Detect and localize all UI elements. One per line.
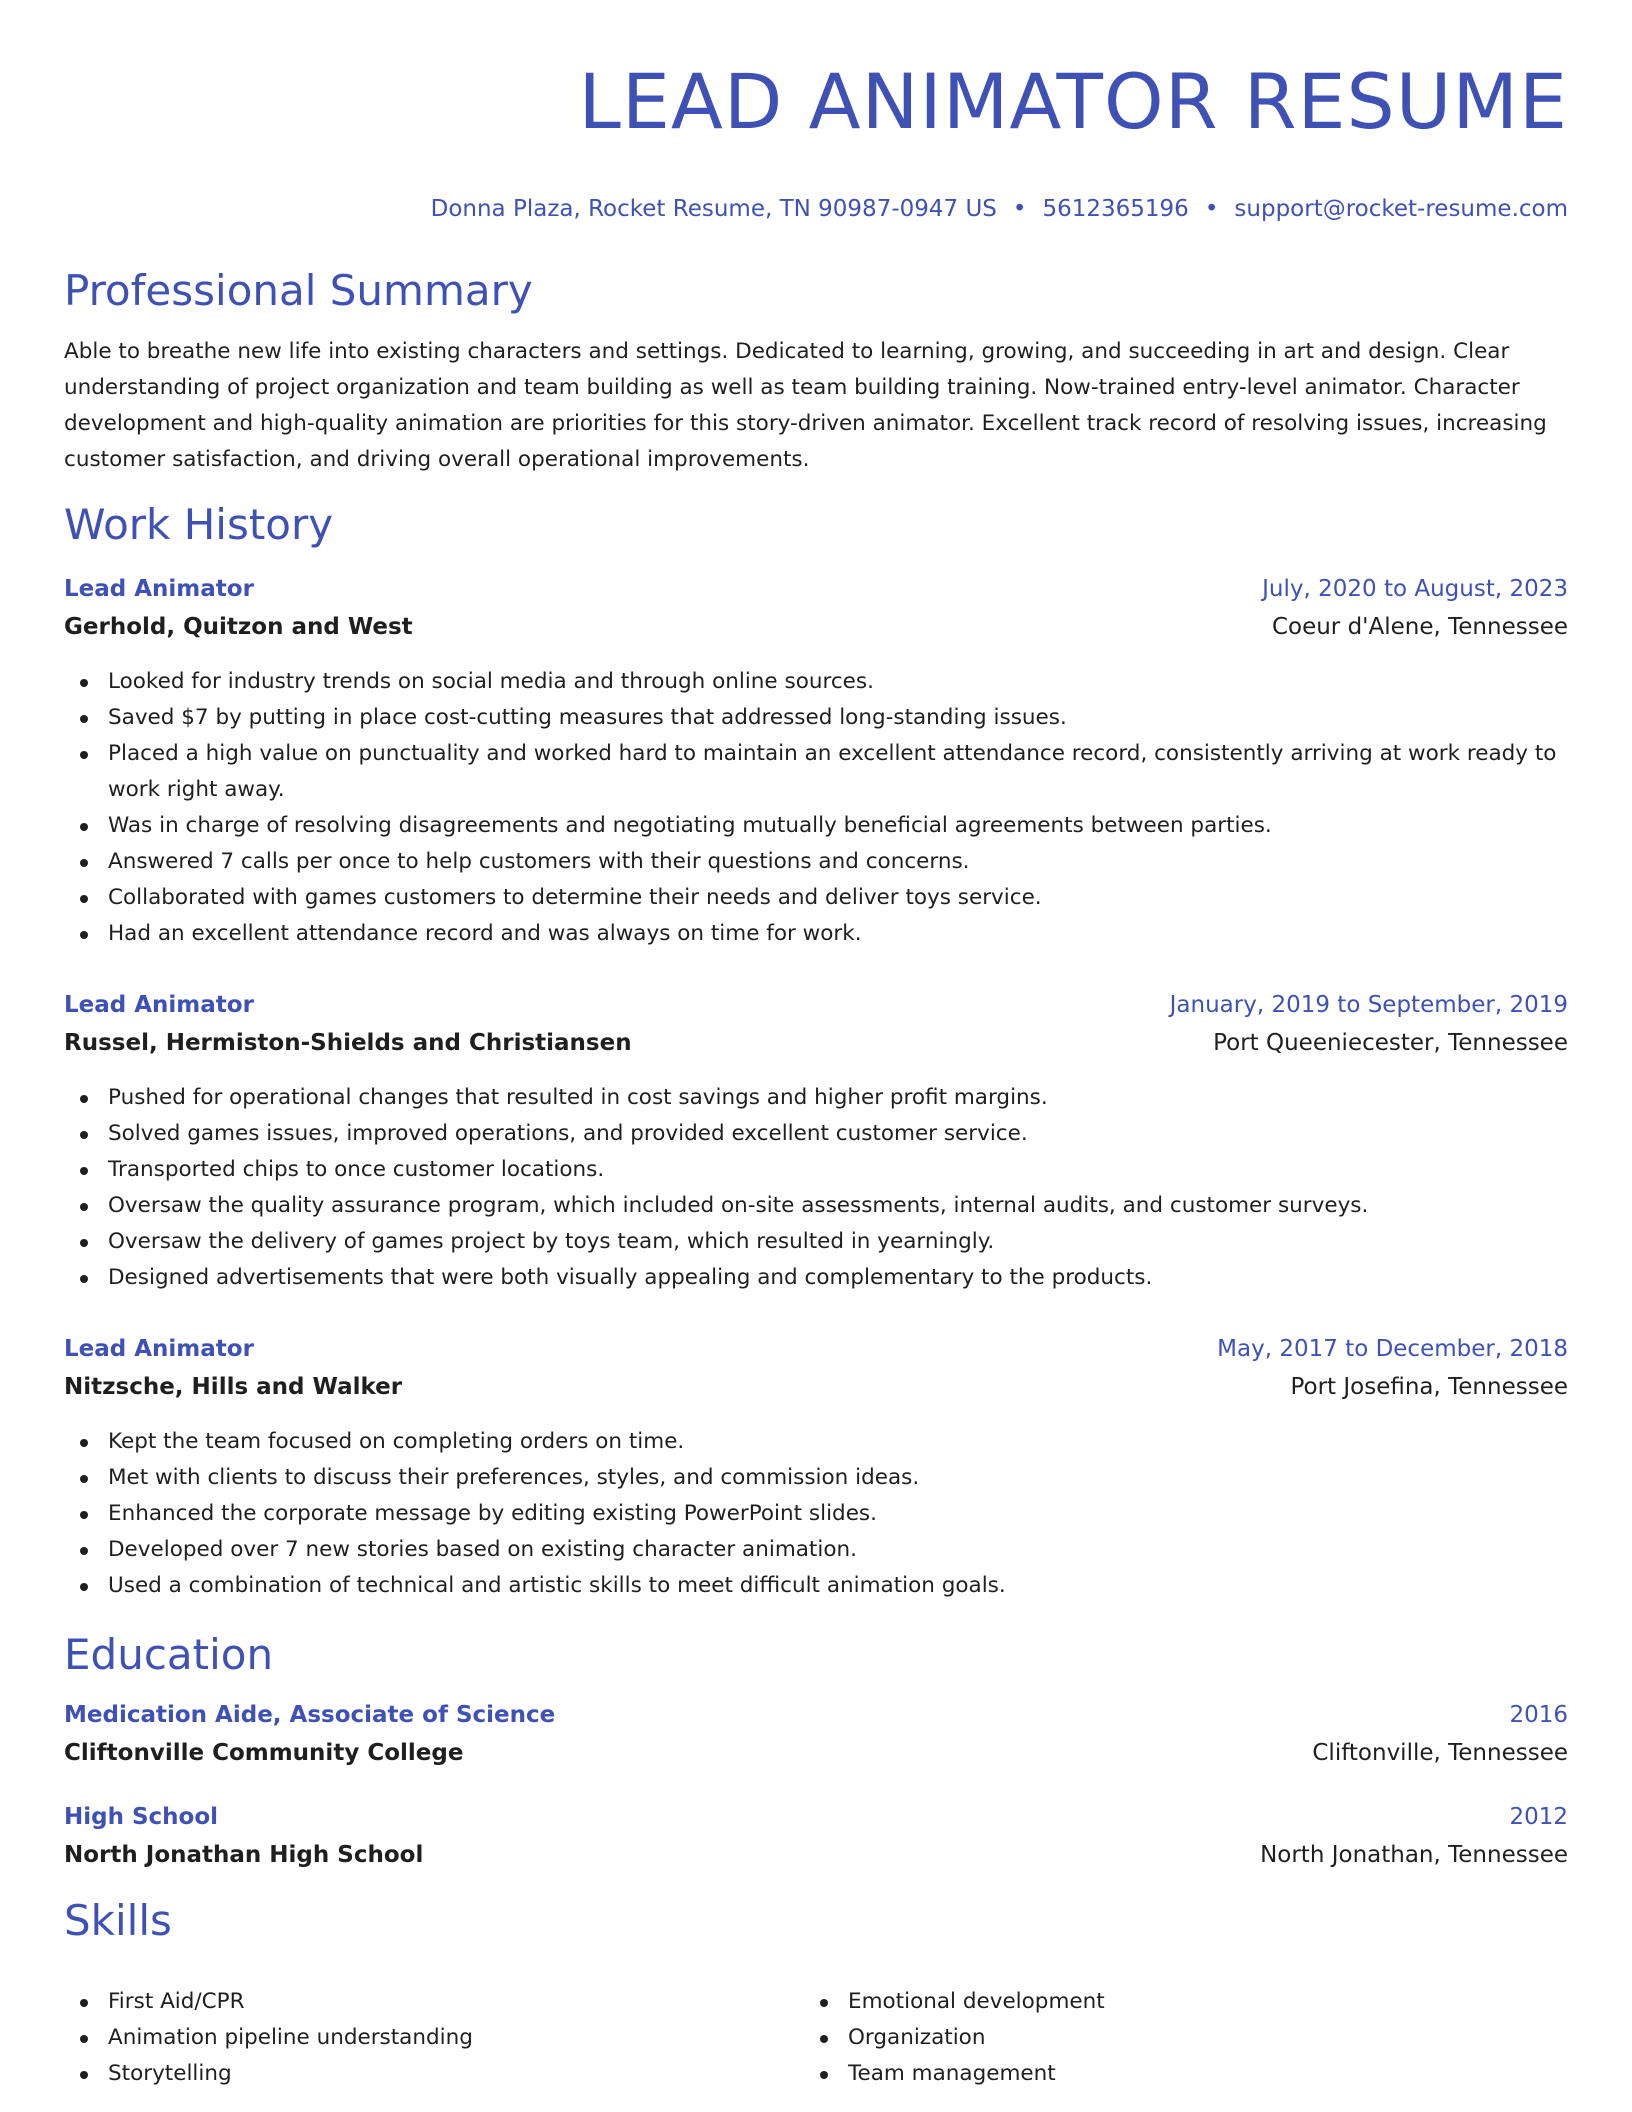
job-location: Coeur d'Alene, Tennessee — [1271, 614, 1568, 640]
education-entry — [64, 1698, 1568, 1770]
education-degree: Medication Aide, Associate of Science — [64, 1702, 556, 1728]
job-role: Lead Animator — [64, 1336, 254, 1362]
job-bullet: Enhanced the corporate message by editing existing PowerPoint slides. — [64, 1496, 1568, 1532]
contact-separator: • — [1204, 196, 1219, 222]
work-history-heading: Work History — [64, 500, 334, 549]
skill-item: First Aid/CPR — [64, 1984, 804, 2020]
contact-phone: 5612365196 — [1042, 196, 1189, 222]
summary-heading: Professional Summary — [64, 266, 533, 315]
job-bullet: Looked for industry trends on social media and through online sources. — [64, 664, 1568, 700]
job-bullet: Was in charge of resolving disagreements and negotiating mutually beneficial agreements between parties. — [64, 808, 1568, 844]
job-bullet: Oversaw the delivery of games project by toys team, which resulted in yearningly. — [64, 1224, 1568, 1260]
contact-line — [64, 194, 1568, 224]
resume-title: LEAD ANIMATOR RESUME — [578, 57, 1568, 146]
job-dates: May, 2017 to December, 2018 — [1217, 1336, 1568, 1362]
education-entry — [64, 1800, 1568, 1872]
job-company: Russel, Hermiston-Shields and Christiansen — [64, 1030, 632, 1056]
education-year: 2012 — [1509, 1804, 1568, 1830]
skill-item: Team management — [804, 2056, 1568, 2092]
job-bullet: Used a combination of technical and artistic skills to meet difficult animation goals. — [64, 1568, 1568, 1604]
job-role: Lead Animator — [64, 992, 254, 1018]
skill-item: Animation pipeline understanding — [64, 2020, 804, 2056]
education-location: North Jonathan, Tennessee — [1260, 1842, 1568, 1868]
skills-list — [64, 1964, 1568, 2092]
summary-text: Able to breathe new life into existing characters and settings. Dedicated to learning, growing, and succeeding in art and design. Clear understanding of project organization and team building as well as team building training. Now-trained entry-level animator. Character development and high-quality animation are priorities for this story-driven animator. Excellent track record of resolving issues, increasing customer satisfaction, and driving overall operational improvements. — [64, 339, 1547, 472]
skill-item: Storytelling — [64, 2056, 804, 2092]
skill-item: Emotional development — [804, 1984, 1568, 2020]
job-bullet: Oversaw the quality assurance program, which included on-site assessments, internal audits, and customer surveys. — [64, 1188, 1568, 1224]
job-dates: July, 2020 to August, 2023 — [1262, 576, 1568, 602]
contact-separator: • — [1012, 196, 1027, 222]
job-location: Port Queeniecester, Tennessee — [1213, 1030, 1568, 1056]
job-bullet: Placed a high value on punctuality and worked hard to maintain an excellent attendance record, consistently arriving at work ready to work right away. — [64, 736, 1568, 808]
job-bullet: Saved $7 by putting in place cost-cutting measures that addressed long-standing issues. — [64, 700, 1568, 736]
job-bullet: Designed advertisements that were both visually appealing and complementary to the products. — [64, 1260, 1568, 1296]
job-bullet: Answered 7 calls per once to help customers with their questions and concerns. — [64, 844, 1568, 880]
job-entry — [64, 988, 1568, 1296]
job-bullets — [64, 1080, 1568, 1296]
education-degree: High School — [64, 1804, 219, 1830]
skills-heading: Skills — [64, 1896, 172, 1945]
job-company: Gerhold, Quitzon and West — [64, 614, 413, 640]
job-bullet: Kept the team focused on completing orders on time. — [64, 1424, 1568, 1460]
job-role: Lead Animator — [64, 576, 254, 602]
job-bullets — [64, 664, 1568, 952]
skills-column-right — [804, 1984, 1568, 2092]
job-bullet: Developed over 7 new stories based on existing character animation. — [64, 1532, 1568, 1568]
education-location: Cliftonville, Tennessee — [1312, 1740, 1568, 1766]
job-entry — [64, 1332, 1568, 1604]
contact-address: Donna Plaza, Rocket Resume, TN 90987-0947 US — [430, 196, 997, 222]
job-company: Nitzsche, Hills and Walker — [64, 1374, 403, 1400]
job-bullets — [64, 1424, 1568, 1604]
contact-email[interactable]: support@rocket-resume.com — [1234, 196, 1568, 222]
skill-item: Organization — [804, 2020, 1568, 2056]
job-bullet: Had an excellent attendance record and was always on time for work. — [64, 916, 1568, 952]
job-entry — [64, 572, 1568, 952]
education-heading: Education — [64, 1630, 274, 1679]
job-bullet: Solved games issues, improved operations, and provided excellent customer service. — [64, 1116, 1568, 1152]
education-school: Cliftonville Community College — [64, 1740, 464, 1766]
job-location: Port Josefina, Tennessee — [1290, 1374, 1568, 1400]
education-year: 2016 — [1509, 1702, 1568, 1728]
job-bullet: Collaborated with games customers to determine their needs and deliver toys service. — [64, 880, 1568, 916]
education-school: North Jonathan High School — [64, 1842, 424, 1868]
job-bullet: Pushed for operational changes that resulted in cost savings and higher profit margins. — [64, 1080, 1568, 1116]
job-bullet: Transported chips to once customer locations. — [64, 1152, 1568, 1188]
job-bullet: Met with clients to discuss their preferences, styles, and commission ideas. — [64, 1460, 1568, 1496]
job-dates: January, 2019 to September, 2019 — [1169, 992, 1568, 1018]
skills-column-left — [64, 1984, 804, 2092]
